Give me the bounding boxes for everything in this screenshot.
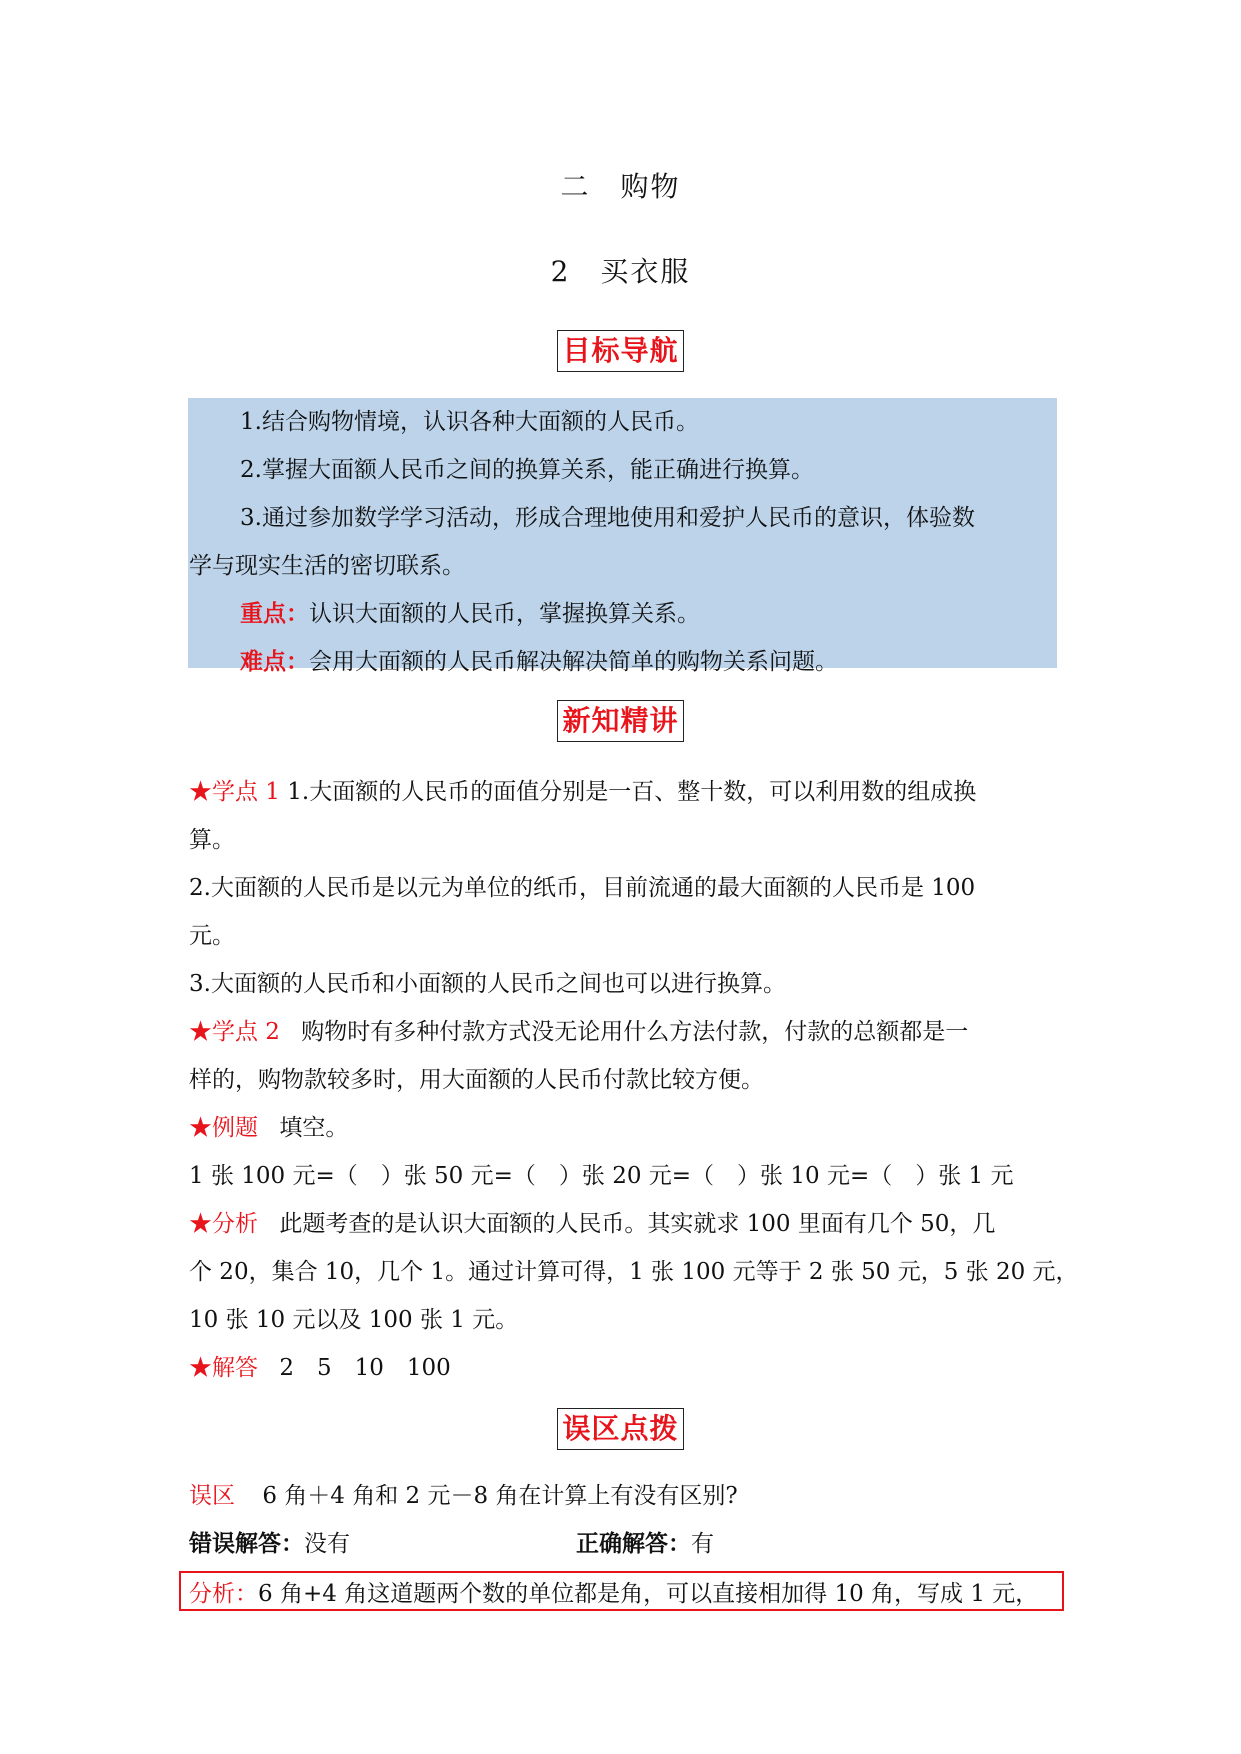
right-answer-text: 有 bbox=[691, 1531, 714, 1557]
example-text: 填空。 bbox=[279, 1115, 349, 1141]
key-point bbox=[240, 595, 700, 628]
mistake-zone-line bbox=[189, 1477, 738, 1510]
key-point-text: 认识大面额的人民币，掌握换算关系。 bbox=[309, 601, 700, 627]
answer-text: 2 5 10 100 bbox=[279, 1355, 451, 1381]
example-problem: 1 张 100 元=（ ）张 50 元=（ ）张 20 元=（ ）张 10 元=（ ）张 1 元 bbox=[189, 1163, 1014, 1189]
analysis-line1 bbox=[189, 1205, 995, 1238]
section-knowledge-label: 新知精讲 bbox=[557, 700, 683, 742]
goal-item-3-line1: 3.通过参加数学学习活动，形成合理地使用和爱护人民币的意识，体验数 bbox=[240, 505, 975, 531]
analysis-label: ★分析 bbox=[189, 1211, 258, 1237]
wrong-answer bbox=[189, 1525, 350, 1558]
example-line bbox=[189, 1109, 348, 1142]
point1-line4: 元。 bbox=[189, 923, 235, 949]
point2-line1 bbox=[189, 1013, 968, 1046]
section-goals-heading bbox=[0, 330, 1241, 372]
wrong-answer-text: 没有 bbox=[304, 1531, 350, 1557]
point1-line1 bbox=[189, 773, 976, 806]
right-answer bbox=[576, 1525, 714, 1558]
lesson-title: 2 买衣服 bbox=[550, 255, 691, 288]
section-goals-label: 目标导航 bbox=[557, 330, 683, 372]
example-label: ★例题 bbox=[189, 1115, 258, 1141]
mistake-zone-text: 6 角＋4 角和 2 元－8 角在计算上有没有区别? bbox=[262, 1483, 738, 1509]
mistake-analysis-label: 分析： bbox=[189, 1581, 258, 1607]
point2-line2: 样的，购物款较多时，用大面额的人民币付款比较方便。 bbox=[189, 1067, 764, 1093]
point2-label: ★学点 2 bbox=[189, 1019, 280, 1045]
section-mistakes-label: 误区点拨 bbox=[557, 1408, 683, 1450]
point1-line5: 3.大面额的人民币和小面额的人民币之间也可以进行换算。 bbox=[189, 971, 786, 997]
goal-item-1: 1.结合购物情境，认识各种大面额的人民币。 bbox=[240, 409, 699, 435]
right-answer-label: 正确解答： bbox=[576, 1530, 691, 1557]
section-knowledge-heading bbox=[0, 700, 1241, 742]
point1-line3: 2.大面额的人民币是以元为单位的纸币，目前流通的最大面额的人民币是 100 bbox=[189, 875, 976, 901]
analysis-line2: 个 20，集合 10，几个 1。通过计算可得，1 张 100 元等于 2 张 50 元，5 张 20 元， bbox=[189, 1259, 1079, 1285]
chapter-title: 二 购物 bbox=[560, 170, 681, 203]
point1-label: ★学点 1 bbox=[189, 779, 280, 805]
difficult-point-label: 难点： bbox=[240, 648, 309, 675]
goal-item-2: 2.掌握大面额人民币之间的换算关系，能正确进行换算。 bbox=[240, 457, 814, 483]
answer-label: ★解答 bbox=[189, 1355, 258, 1381]
mistake-analysis-line bbox=[189, 1575, 1038, 1608]
difficult-point-text: 会用大面额的人民币解决解决简单的购物关系问题。 bbox=[309, 649, 838, 675]
analysis-line3: 10 张 10 元以及 100 张 1 元。 bbox=[189, 1307, 519, 1333]
key-point-label: 重点： bbox=[240, 600, 309, 627]
answer-line bbox=[189, 1349, 451, 1382]
mistake-zone-label: 误区 bbox=[189, 1483, 235, 1509]
section-mistakes-heading bbox=[0, 1408, 1241, 1450]
point2-text: 购物时有多种付款方式没无论用什么方法付款，付款的总额都是一 bbox=[301, 1019, 969, 1045]
analysis-text: 此题考查的是认识大面额的人民币。其实就求 100 里面有几个 50，几 bbox=[279, 1211, 996, 1237]
mistake-analysis-text: 6 角+4 角这道题两个数的单位都是角，可以直接相加得 10 角，写成 1 元， bbox=[258, 1581, 1039, 1607]
difficult-point bbox=[240, 643, 838, 676]
goal-item-3-line2: 学与现实生活的密切联系。 bbox=[189, 553, 465, 579]
point1-line2: 算。 bbox=[189, 827, 235, 853]
point1-text: 1.大面额的人民币的面值分别是一百、整十数，可以利用数的组成换 bbox=[287, 779, 977, 805]
wrong-answer-label: 错误解答： bbox=[189, 1530, 304, 1557]
